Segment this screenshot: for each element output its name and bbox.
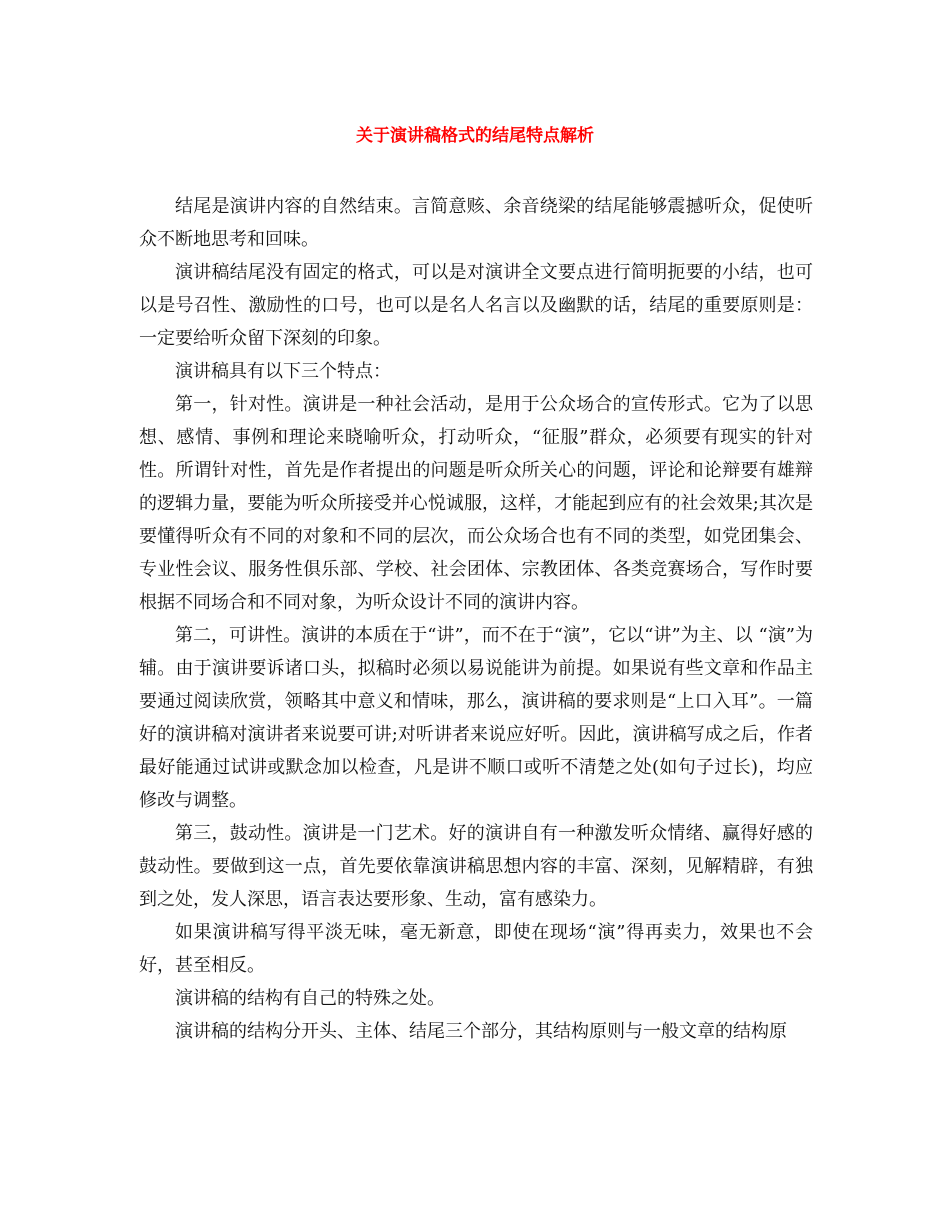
paragraph-8: 演讲稿的结构有自己的特殊之处。: [175, 988, 445, 1009]
document-body: [139, 190, 813, 1048]
paragraph-2: 演讲稿结尾没有固定的格式，可以是对演讲全文要点进行简明扼要的小结，也可以是号召性、激励性的口号，也可以是名人名言以及幽默的话，结尾的重要原则是：一定要给听众留下深刻的印象。: [139, 262, 813, 349]
paragraph-5: 第二，可讲性。演讲的本质在于“讲”，而不在于“演”，它以“讲”为主、以 “演”为辅。由于演讲要诉诸口头，拟稿时必须以易说能讲为前提。如果说有些文章和作品主要通过阅读欣赏，领略其中意义和情味，那么，演讲稿的要求则是“上口入耳”。一篇好的演讲稿对演讲者来说要可讲;对听讲者来说应好听。因此，演讲稿写成之后，作者最好能通过试讲或默念加以检查，凡是讲不顺口或听不清楚之处(如句子过长)，均应修改与调整。: [139, 625, 813, 811]
paragraph-9: 演讲稿的结构分开头、主体、结尾三个部分，其结构原则与一般文章的结构原: [175, 1021, 787, 1042]
paragraph-4: 第一，针对性。演讲是一种社会活动，是用于公众场合的宣传形式。它为了以思想、感情、事例和理论来晓喻听众，打动听众，“征服”群众，必须要有现实的针对性。所谓针对性，首先是作者提出的问题是听众所关心的问题，评论和论辩要有雄辩的逻辑力量，要能为听众所接受并心悦诚服，这样，才能起到应有的社会效果;其次是要懂得听众有不同的对象和不同的层次，而公众场合也有不同的类型，如党团集会、专业性会议、服务性俱乐部、学校、社会团体、宗教团体、各类竞赛场合，写作时要根据不同场合和不同对象，为听众设计不同的演讲内容。: [139, 394, 813, 613]
paragraph-3: 演讲稿具有以下三个特点：: [175, 361, 391, 382]
paragraph-1: 结尾是演讲内容的自然结束。言简意赅、余音绕梁的结尾能够震撼听众，促使听众不断地思考和回味。: [139, 196, 813, 250]
paragraph-7: 如果演讲稿写得平淡无味，毫无新意，即使在现场“演”得再卖力，效果也不会好，甚至相反。: [139, 922, 813, 976]
document-title: 关于演讲稿格式的结尾特点解析: [356, 126, 594, 146]
paragraph-6: 第三，鼓动性。演讲是一门艺术。好的演讲自有一种激发听众情绪、赢得好感的鼓动性。要做到这一点，首先要依靠演讲稿思想内容的丰富、深刻，见解精辟，有独到之处，发人深思，语言表达要形象、生动，富有感染力。: [139, 823, 813, 910]
